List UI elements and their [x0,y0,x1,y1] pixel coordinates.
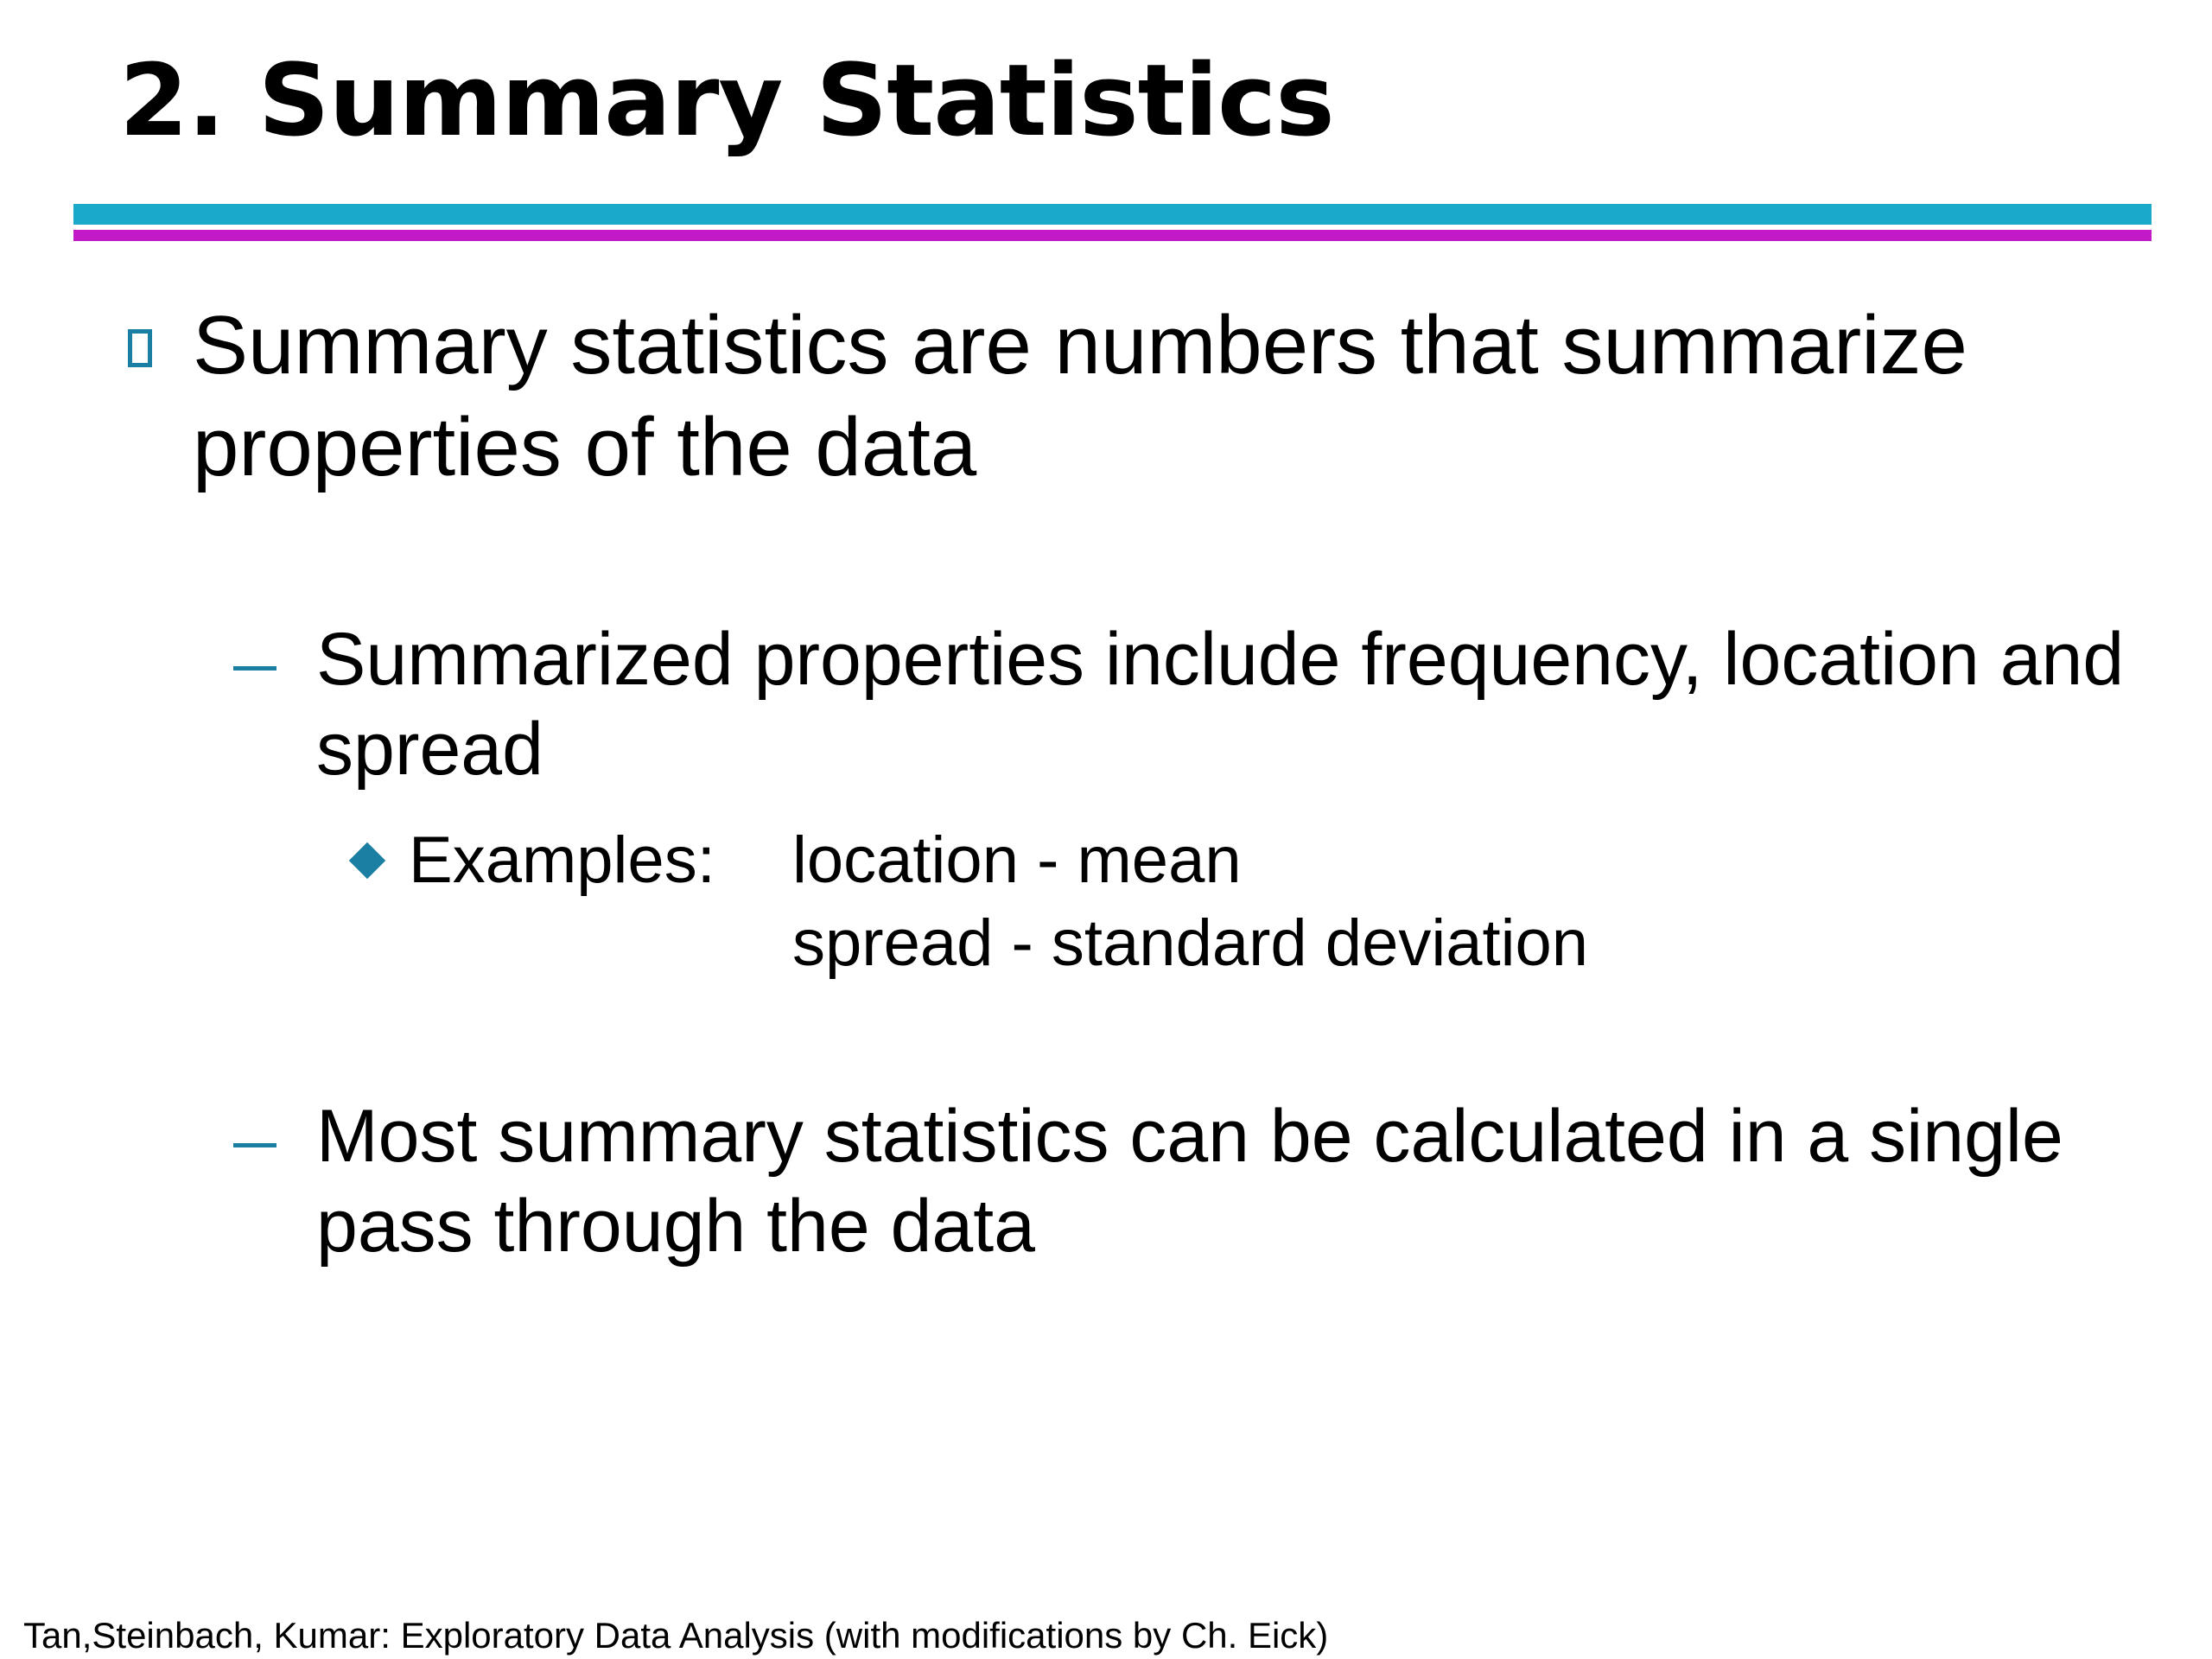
dash-bullet-icon [233,666,276,671]
sub2-line1: Most summary statistics can be calculated in a single [316,1095,2063,1178]
bullet1-line1: Summary statistics are numbers that summarize [193,299,1967,391]
square-bullet-icon [128,329,152,367]
example-item-location: location - mean [792,823,1242,897]
example-item-spread: spread - standard deviation [792,906,1589,980]
sub1-line2: spread [316,708,543,791]
title-rule-magenta [73,230,2152,241]
diamond-bullet-icon [349,842,385,879]
slide-title: 2. Summary Statistics [119,43,1334,159]
dash-bullet-icon [233,1143,276,1147]
sub1-line1: Summarized properties include frequency, location and [316,618,2125,701]
examples-label: Examples: [409,823,715,897]
sub2-line2: pass through the data [316,1185,1035,1268]
title-rule-cyan [73,204,2152,225]
bullet1-line2: properties of the data [193,401,977,493]
slide-footer: Tan,Steinbach, Kumar: Exploratory Data Analysis (with modifications by Ch. Eick) [23,1615,1329,1656]
